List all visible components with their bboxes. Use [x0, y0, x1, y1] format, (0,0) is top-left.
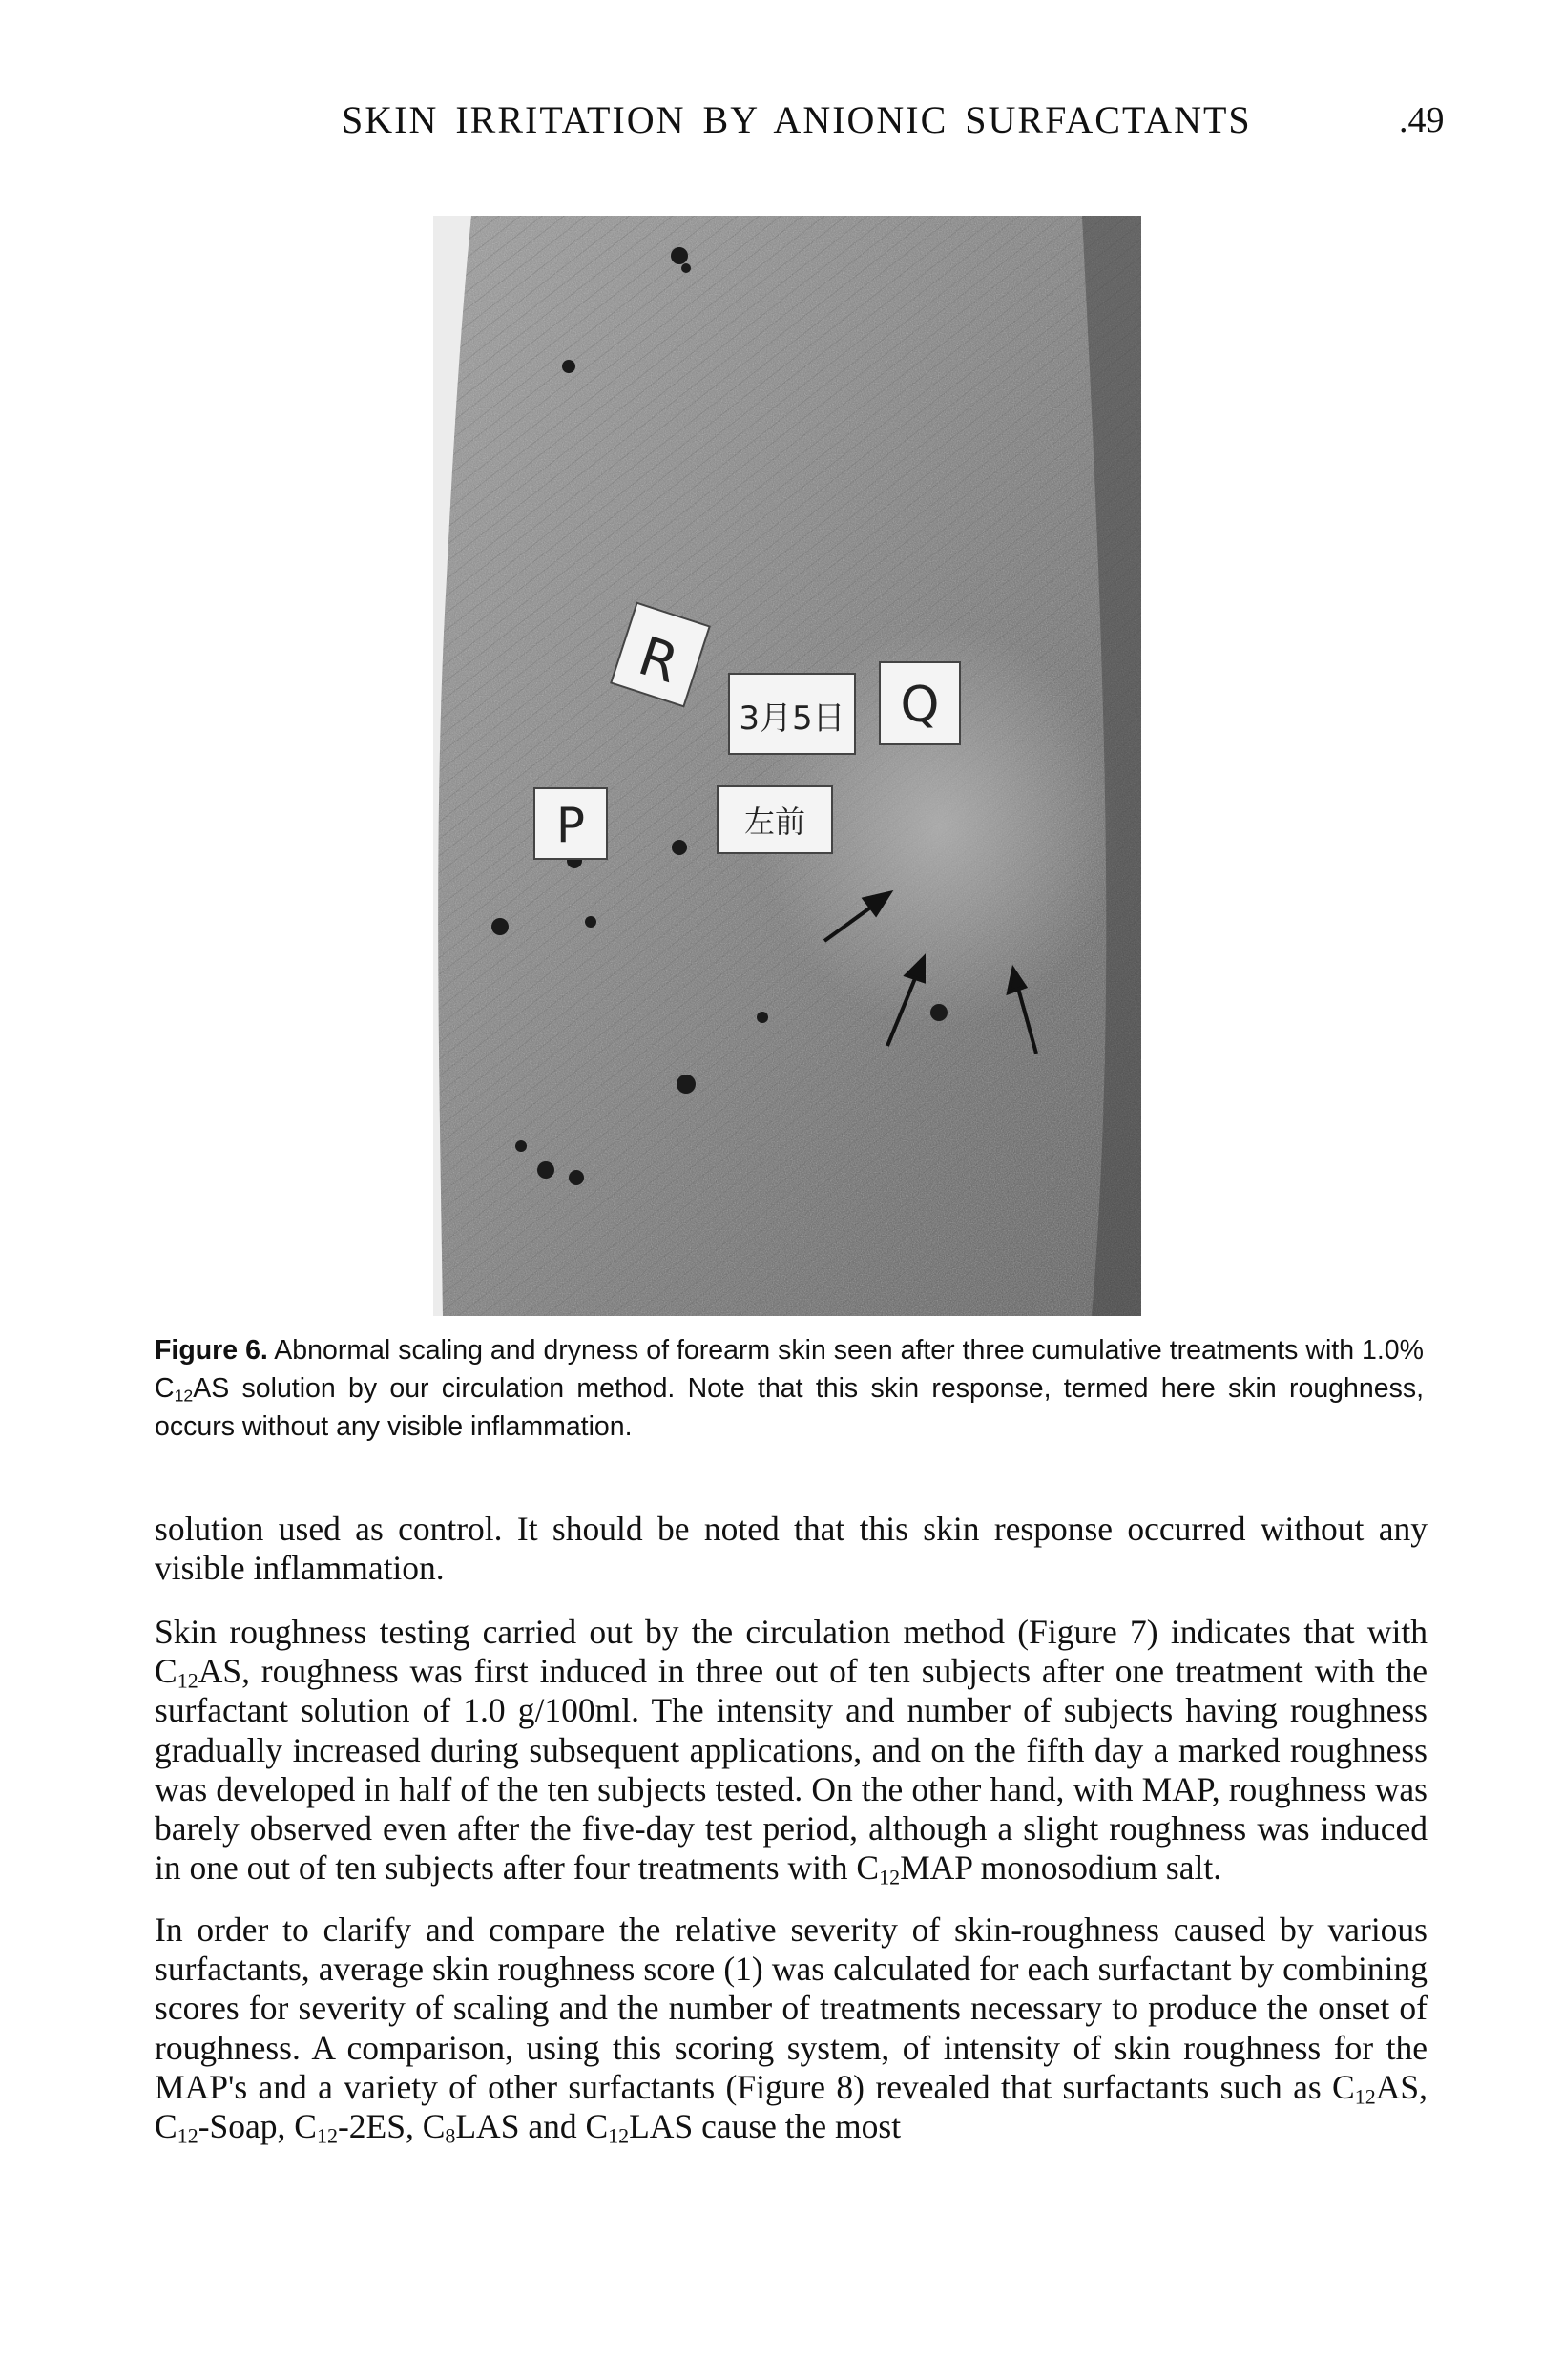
- svg-text:Q: Q: [900, 677, 940, 734]
- forearm-photo: [433, 216, 1141, 1316]
- paragraph-1: solution used as control. It should be noted that this skin response occurred without any visible inflammation.: [155, 1510, 1428, 1588]
- svg-text:P: P: [555, 798, 586, 853]
- caption-text: Abnormal scaling and dryness of forearm skin seen after three cumulative treatments with 1.0% $C_{12}AS$ solution by our circulation method. Note that this skin response, termed here skin roughness, occurs without any visible inflammation.: [155, 1335, 1424, 1442]
- figure-label: Figure 6.: [155, 1335, 268, 1366]
- label-card-center2: [718, 786, 832, 853]
- svg-text:R: R: [631, 625, 686, 697]
- running-title: SKIN IRRITATION BY ANIONIC SURFACTANTS: [342, 98, 1252, 141]
- paragraph-2: Skin roughness testing carried out by the circulation method (Figure 7) indicates that with $C_{12}AS$, roughness was first induced in three out of ten subjects after one treatment with the surfactant solution of 1.0 g/100ml. The intensity and number of subjects having roughness gradually increased during subsequent applications, and on the fifth day a marked roughness was developed in half of the ten subjects tested. On the other hand, with MAP, roughness was barely observed even after the five-day test period, although a slight roughness was induced in one out of ten subjects after four treatments with $C_{12}MAP$ monosodium salt.: [155, 1613, 1428, 1889]
- page-number: .49: [1399, 100, 1445, 140]
- svg-text:3月5日: 3月5日: [739, 699, 845, 738]
- label-card-center: [729, 674, 855, 754]
- label-card-p: [534, 788, 607, 859]
- figure-caption: [155, 1331, 1424, 1446]
- label-card-q: [880, 662, 960, 744]
- svg-text:左前: 左前: [743, 804, 806, 840]
- paragraph-3: In order to clarify and compare the relative severity of skin-roughness caused by various surfactants, average skin roughness score (1) was calculated for each surfactant by combining scores for severity of scaling and the number of treatments necessary to produce the onset of roughness. A comparison, using this scoring system, of intensity of skin roughness for the MAP's and a variety of other surfactants (Figure 8) revealed that surfactants such as $C_{12}AS$, $C_{12}$-Soap, $C_{12}-2ES$, $C_8LAS$ and $C_{12}LAS$ cause the most: [155, 1910, 1428, 2148]
